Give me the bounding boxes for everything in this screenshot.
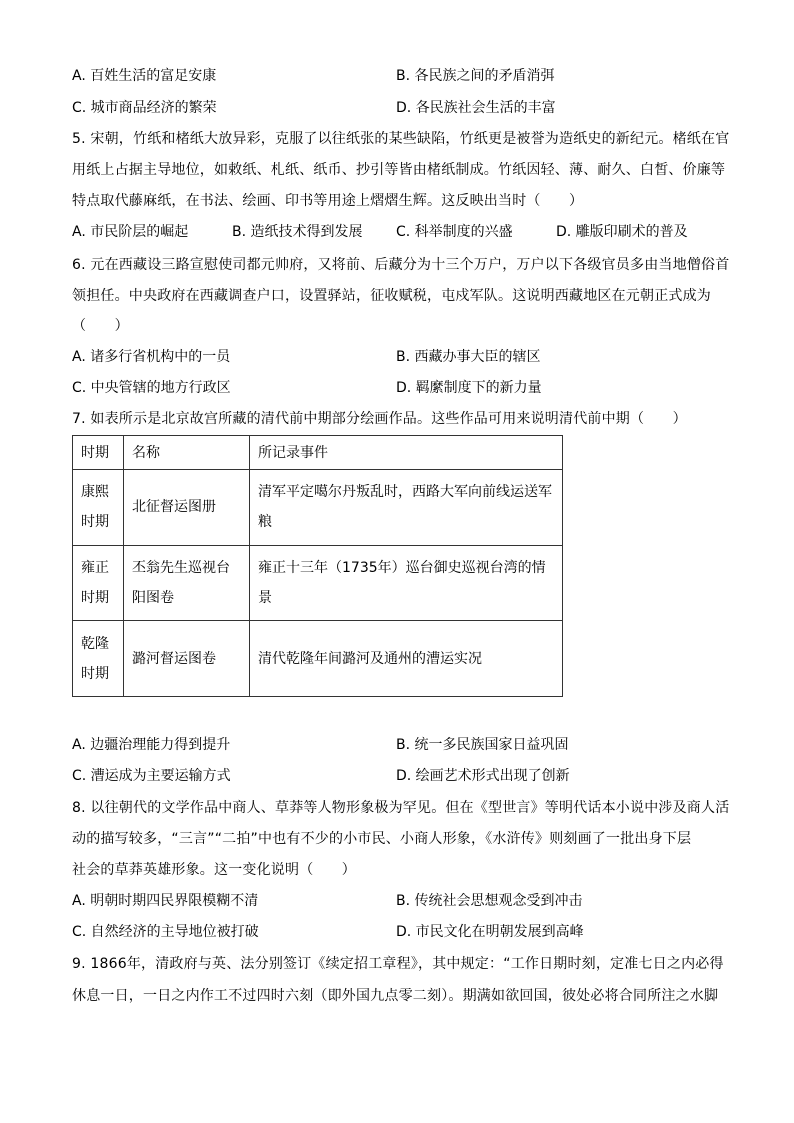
q4-option-a: A. 百姓生活的富足安康 bbox=[72, 68, 217, 84]
q5-stem-line-2: 用纸上占据主导地位，如敕纸、札纸、纸币、抄引等皆由楮纸制成。竹纸因轻、薄、耐久、白皙、价廉等 bbox=[72, 162, 726, 178]
q6-stem-line-3: （ ） bbox=[72, 318, 129, 334]
q6-option-b: B. 西藏办事大臣的辖区 bbox=[396, 349, 541, 365]
q6-option-a: A. 诸多行省机构中的一员 bbox=[72, 349, 231, 365]
q5-stem-line-1: 5. 宋朝，竹纸和楮纸大放异彩，克服了以往纸张的某些缺陷，竹纸更是被誉为造纸史的新纪元。楮纸在官 bbox=[72, 131, 730, 147]
q7-stem: 7. 如表所示是北京故宫所藏的清代前中期部分绘画作品。这些作品可用来说明清代前中期（ ） bbox=[72, 411, 687, 427]
cell-period: 康熙时期 bbox=[73, 470, 124, 546]
cell-event: 清军平定噶尔丹叛乱时，西路大军向前线运送军粮 bbox=[250, 470, 563, 546]
header-period: 时期 bbox=[73, 436, 124, 470]
q7-option-d: D. 绘画艺术形式出现了创新 bbox=[396, 768, 570, 784]
q5-options-row bbox=[72, 222, 732, 242]
q8-stem-line-2: 动的描写较多，“三言”“二拍”中也有不少的小市民、小商人形象，《水浒传》则刻画了一批出身下层 bbox=[72, 831, 692, 847]
q8-option-b: B. 传统社会思想观念受到冲击 bbox=[396, 893, 583, 909]
q9-stem-line-1: 9. 1866年，清政府与英、法分别签订《续定招工章程》，其中规定：“工作日期时刻，定准七日之内必得 bbox=[72, 956, 724, 972]
q8-stem-line-3: 社会的草莽英雄形象。这一变化说明（ ） bbox=[72, 862, 356, 878]
q8-option-c: C. 自然经济的主导地位被打破 bbox=[72, 924, 259, 940]
q5-stem-line-3: 特点取代藤麻纸，在书法、绘画、印书等用途上熠熠生辉。这反映出当时（ ） bbox=[72, 193, 584, 209]
q6-option-d: D. 羁縻制度下的新力量 bbox=[396, 380, 542, 396]
q5-option-a: A. 市民阶层的崛起 bbox=[72, 224, 189, 240]
cell-name: 北征督运图册 bbox=[124, 470, 250, 546]
q5-option-b: B. 造纸技术得到发展 bbox=[232, 224, 363, 240]
q6-option-c: C. 中央管辖的地方行政区 bbox=[72, 380, 231, 396]
table-row bbox=[73, 545, 563, 621]
table-row bbox=[73, 621, 563, 697]
cell-period: 乾隆时期 bbox=[73, 621, 124, 697]
cell-period: 雍正时期 bbox=[73, 545, 124, 621]
q7-option-c: C. 漕运成为主要运输方式 bbox=[72, 768, 231, 784]
q5-option-d: D. 雕版印刷术的普及 bbox=[556, 224, 688, 240]
q7-option-b: B. 统一多民族国家日益巩固 bbox=[396, 737, 569, 753]
q7-option-a: A. 边疆治理能力得到提升 bbox=[72, 737, 231, 753]
q6-stem-line-2: 领担任。中央政府在西藏调查户口，设置驿站，征收赋税，屯戍军队。这说明西藏地区在元朝正式成为 bbox=[72, 288, 711, 304]
q6-stem-line-1: 6. 元在西藏设三路宣慰使司都元帅府，又将前、后藏分为十三个万户，万户以下各级官员多由当地僧俗首 bbox=[72, 257, 730, 273]
header-event: 所记录事件 bbox=[250, 436, 563, 470]
table-row bbox=[73, 470, 563, 546]
q5-option-c: C. 科举制度的兴盛 bbox=[396, 224, 513, 240]
cell-event: 雍正十三年（1735年）巡台御史巡视台湾的情景 bbox=[250, 545, 563, 621]
q4-option-b: B. 各民族之间的矛盾消弭 bbox=[396, 68, 555, 84]
q4-option-c: C. 城市商品经济的繁荣 bbox=[72, 100, 217, 116]
cell-event: 清代乾隆年间潞河及通州的漕运实况 bbox=[250, 621, 563, 697]
q4-option-d: D. 各民族社会生活的丰富 bbox=[396, 100, 556, 116]
header-name: 名称 bbox=[124, 436, 250, 470]
q9-stem-line-2: 休息一日，一日之内作工不过四时六刻（即外国九点零二刻）。期满如欲回国，彼处必将合同所注之水脚 bbox=[72, 988, 719, 1004]
q7-paintings-table bbox=[72, 435, 563, 697]
table-header-row bbox=[73, 436, 563, 470]
q8-stem-line-1: 8. 以往朝代的文学作品中商人、草莽等人物形象极为罕见。但在《型世言》等明代话本小说中涉及商人活 bbox=[72, 800, 730, 816]
q8-option-a: A. 明朝时期四民界限模糊不清 bbox=[72, 893, 259, 909]
cell-name: 潞河督运图卷 bbox=[124, 621, 250, 697]
q8-option-d: D. 市民文化在明朝发展到高峰 bbox=[396, 924, 584, 940]
cell-name: 丕翁先生巡视台阳图卷 bbox=[124, 545, 250, 621]
